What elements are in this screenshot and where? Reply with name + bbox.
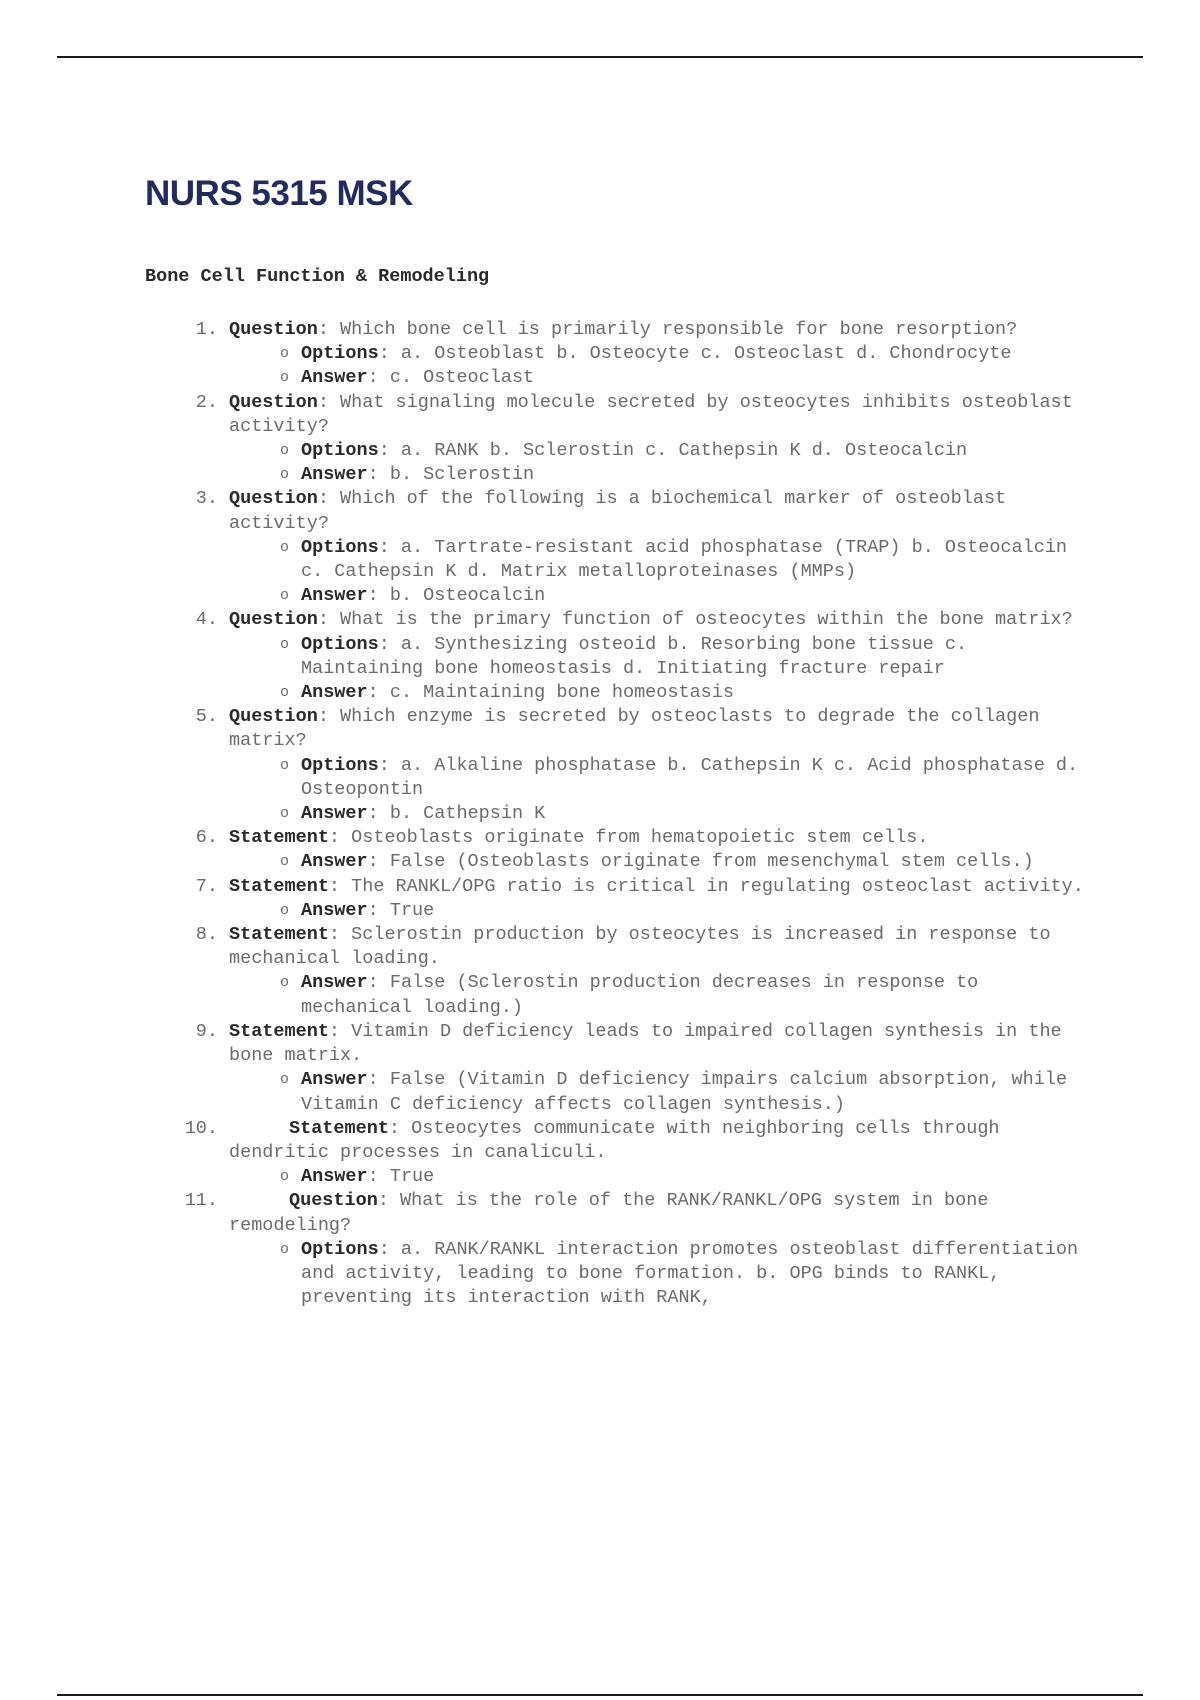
list-item: 9. Statement: Vitamin D deficiency leads to impaired collagen synthesis in the bone matrix. o Answer: False (Vitamin D deficiency impairs calcium absorption, while Vitamin C deficiency affects collagen synthesis.) [145,1020,1090,1117]
answer-row: o Answer: b. Cathepsin K [229,802,1090,826]
item-label: Statement [229,924,329,946]
answer-text: False (Osteoblasts originate from mesenchymal stem cells.) [378,851,1034,873]
options-text: a. RANK b. Sclerostin c. Cathepsin K d. Osteocalcin [389,440,968,462]
options-row: o Options: a. Synthesizing osteoid b. Resorbing bone tissue c. Maintaining bone homeostasis d. Initiating fracture repair [229,633,1090,681]
bullet-icon: o [279,442,289,460]
item-number: 11. [184,1190,218,1212]
item-number: 2. [195,391,218,413]
options-text: a. Synthesizing osteoid b. Resorbing bone tissue c. Maintaining bone homeostasis d. Initiating fracture repair [301,633,968,679]
answer-text: True [378,899,435,921]
item-number: 8. [195,924,218,946]
list-item: 11. Question: What is the role of the RANK/RANKL/OPG system in bone remodeling? o Options: a. RANK/RANKL interaction promotes osteoblast differentiation and activity, leading to bone formation. b. OPG binds to RANKL, preventing its interaction with RANK, [145,1189,1090,1310]
item-text: Which bone cell is primarily responsible for bone resorption? [328,319,1018,340]
item-number: 1. [195,319,218,340]
bullet-icon: o [279,805,289,823]
list-item: 6. Statement: Osteoblasts originate from hematopoietic stem cells. o Answer: False (Osteoblasts originate from mesenchymal stem cells.) [145,826,1090,874]
header-rule [57,56,1143,58]
item-number: 3. [195,488,218,510]
options-text: a. Tartrate-resistant acid phosphatase (TRAP) b. Osteocalcin c. Cathepsin K d. Matrix metalloproteinases (MMPs) [301,536,1068,583]
item-number: 4. [195,609,218,631]
bullet-icon: o [279,853,289,871]
bullet-icon: o [279,345,289,363]
item-text: What is the primary function of osteocytes within the bone matrix? [328,609,1073,631]
answer-row: o Answer: b. Sclerostin [229,463,1090,487]
footer-rule [57,1694,1143,1696]
bullet-icon: o [279,466,289,484]
item-label: Statement [229,1020,329,1042]
item-label: Statement [229,827,329,849]
item-number: 5. [195,706,218,728]
options-label: Options [301,633,379,655]
item-number: 7. [195,875,218,897]
bullet-icon: o [279,1240,289,1258]
bullet-icon: o [279,538,289,556]
bullet-icon: o [279,635,289,653]
item-label: Question [289,1190,378,1212]
item-text: What is the role of the RANK/RANKL/OPG system in bone remodeling? [229,1190,989,1236]
list-item: 8. Statement: Sclerostin production by osteocytes is increased in response to mechanical loading. o Answer: False (Sclerostin production decreases in response to mechanical loading.) [145,923,1090,1020]
answer-row: o Answer: True [229,1165,1090,1189]
item-label: Question [229,488,318,510]
options-row: o Options: a. Alkaline phosphatase b. Cathepsin K c. Acid phosphatase d. Osteopontin [229,754,1090,802]
answer-label: Answer [301,1069,368,1091]
options-row: o Options: a. RANK/RANKL interaction promotes osteoblast differentiation and activity, leading to bone formation. b. OPG binds to RANKL, preventing its interaction with RANK, [229,1238,1090,1311]
answer-label: Answer [301,851,368,873]
options-text: a. Osteoblast b. Osteocyte c. Osteoclast d. Chondrocyte [389,343,1012,365]
answer-label: Answer [301,803,368,825]
answer-row: o Answer: c. Osteoclast [229,366,1090,390]
answer-row: o Answer: False (Sclerostin production decreases in response to mechanical loading.) [229,971,1090,1019]
item-text: Osteocytes communicate with neighboring cells through dendritic processes in canaliculi. [229,1117,1000,1163]
bullet-icon: o [279,974,289,992]
item-text: Vitamin D deficiency leads to impaired collagen synthesis in the bone matrix. [229,1020,1062,1067]
answer-label: Answer [301,464,368,486]
item-label: Question [229,706,318,728]
options-label: Options [301,343,379,365]
item-number: 6. [195,827,218,849]
item-text: What signaling molecule secreted by osteocytes inhibits osteoblast activity? [229,391,1073,437]
item-number: 10. [184,1117,218,1139]
options-label: Options [301,754,379,776]
answer-row: o Answer: c. Maintaining bone homeostasis [229,681,1090,705]
bullet-icon: o [279,684,289,702]
document-title: NURS 5315 MSK [145,174,413,213]
options-label: Options [301,1238,379,1260]
item-label: Question [229,319,318,340]
options-row: o Options: a. RANK b. Sclerostin c. Cathepsin K d. Osteocalcin [229,439,1090,463]
list-item: 10. Statement: Osteocytes communicate with neighboring cells through dendritic processes in canaliculi. o Answer: True [145,1117,1090,1190]
answer-label: Answer [301,899,368,921]
item-text: Osteoblasts originate from hematopoietic stem cells. [340,827,929,849]
options-row: o Options: a. Osteoblast b. Osteocyte c. Osteoclast d. Chondrocyte [229,342,1090,366]
section-heading: Bone Cell Function & Remodeling [145,266,490,287]
answer-text: True [378,1166,435,1188]
answer-row: o Answer: False (Vitamin D deficiency impairs calcium absorption, while Vitamin C deficiency affects collagen synthesis.) [229,1068,1090,1116]
item-text: The RANKL/OPG ratio is critical in regulating osteoclast activity. [340,875,1084,897]
answer-row: o Answer: True [229,899,1090,923]
list-item: 3. Question: Which of the following is a biochemical marker of osteoblast activity? o Options: a. Tartrate-resistant acid phosphatase (TRAP) b. Osteocalcin c. Cathepsin K d. Matrix metalloproteinases (MMPs) o Answer: b. Osteocalcin [145,487,1090,608]
item-label: Question [229,391,318,413]
answer-text: b. Osteocalcin [378,585,546,607]
answer-row: o Answer: b. Osteocalcin [229,584,1090,608]
answer-text: c. Osteoclast [378,367,535,389]
answer-text: False (Sclerostin production decreases in response to mechanical loading.) [301,972,979,1018]
item-text: Which enzyme is secreted by osteoclasts to degrade the collagen matrix? [229,706,1040,752]
item-text: Sclerostin production by osteocytes is increased in response to mechanical loading. [229,924,1051,970]
bullet-icon: o [279,587,289,605]
answer-text: b. Cathepsin K [378,803,546,825]
answer-label: Answer [301,972,368,994]
bullet-icon: o [279,1168,289,1186]
options-row: o Options: a. Tartrate-resistant acid phosphatase (TRAP) b. Osteocalcin c. Cathepsin K d. Matrix metalloproteinases (MMPs) [229,536,1090,584]
answer-text: b. Sclerostin [378,464,535,486]
list-item: 5. Question: Which enzyme is secreted by osteoclasts to degrade the collagen matrix? o Options: a. Alkaline phosphatase b. Cathepsin K c. Acid phosphatase d. Osteopontin o Answer: b. Cathepsin K [145,705,1090,826]
answer-label: Answer [301,682,368,704]
list-item: 2. Question: What signaling molecule secreted by osteocytes inhibits osteoblast activity? o Options: a. RANK b. Sclerostin c. Cathepsin K d. Osteocalcin o Answer: b. Sclerostin [145,391,1090,488]
list-item: 7. Statement: The RANKL/OPG ratio is critical in regulating osteoclast activity. o Answer: True [145,875,1090,923]
item-label: Statement [229,875,329,897]
options-label: Options [301,440,379,462]
options-text: a. RANK/RANKL interaction promotes osteoblast differentiation and activity, leading to bone formation. b. OPG binds to RANKL, preventing its interaction with RANK, [301,1238,1079,1309]
answer-text: c. Maintaining bone homeostasis [378,682,734,704]
list-item: 4. Question: What is the primary function of osteocytes within the bone matrix? o Options: a. Synthesizing osteoid b. Resorbing bone tissue c. Maintaining bone homeostasis d. Initiating fracture repair o Answer: c. Maintaining bone homeostasis [145,608,1090,705]
question-list [145,318,1090,1310]
item-text: Which of the following is a biochemical marker of osteoblast activity? [229,488,1007,534]
bullet-icon: o [279,369,289,387]
answer-label: Answer [301,367,368,389]
options-text: a. Alkaline phosphatase b. Cathepsin K c. Acid phosphatase d. Osteopontin [301,754,1079,800]
bullet-icon: o [279,901,289,919]
item-label: Statement [289,1117,389,1139]
options-label: Options [301,536,379,558]
answer-row: o Answer: False (Osteoblasts originate from mesenchymal stem cells.) [229,850,1090,874]
answer-label: Answer [301,1166,368,1188]
answer-text: False (Vitamin D deficiency impairs calcium absorption, while Vitamin C deficiency affects collagen synthesis.) [301,1069,1068,1115]
list-item: 1. Question: Which bone cell is primarily responsible for bone resorption? o Options: a. Osteoblast b. Osteocyte c. Osteoclast d. Chondrocyte o Answer: c. Osteoclast [145,318,1090,391]
answer-label: Answer [301,585,368,607]
item-label: Question [229,609,318,631]
bullet-icon: o [279,756,289,774]
item-number: 9. [195,1020,218,1042]
bullet-icon: o [279,1071,289,1089]
